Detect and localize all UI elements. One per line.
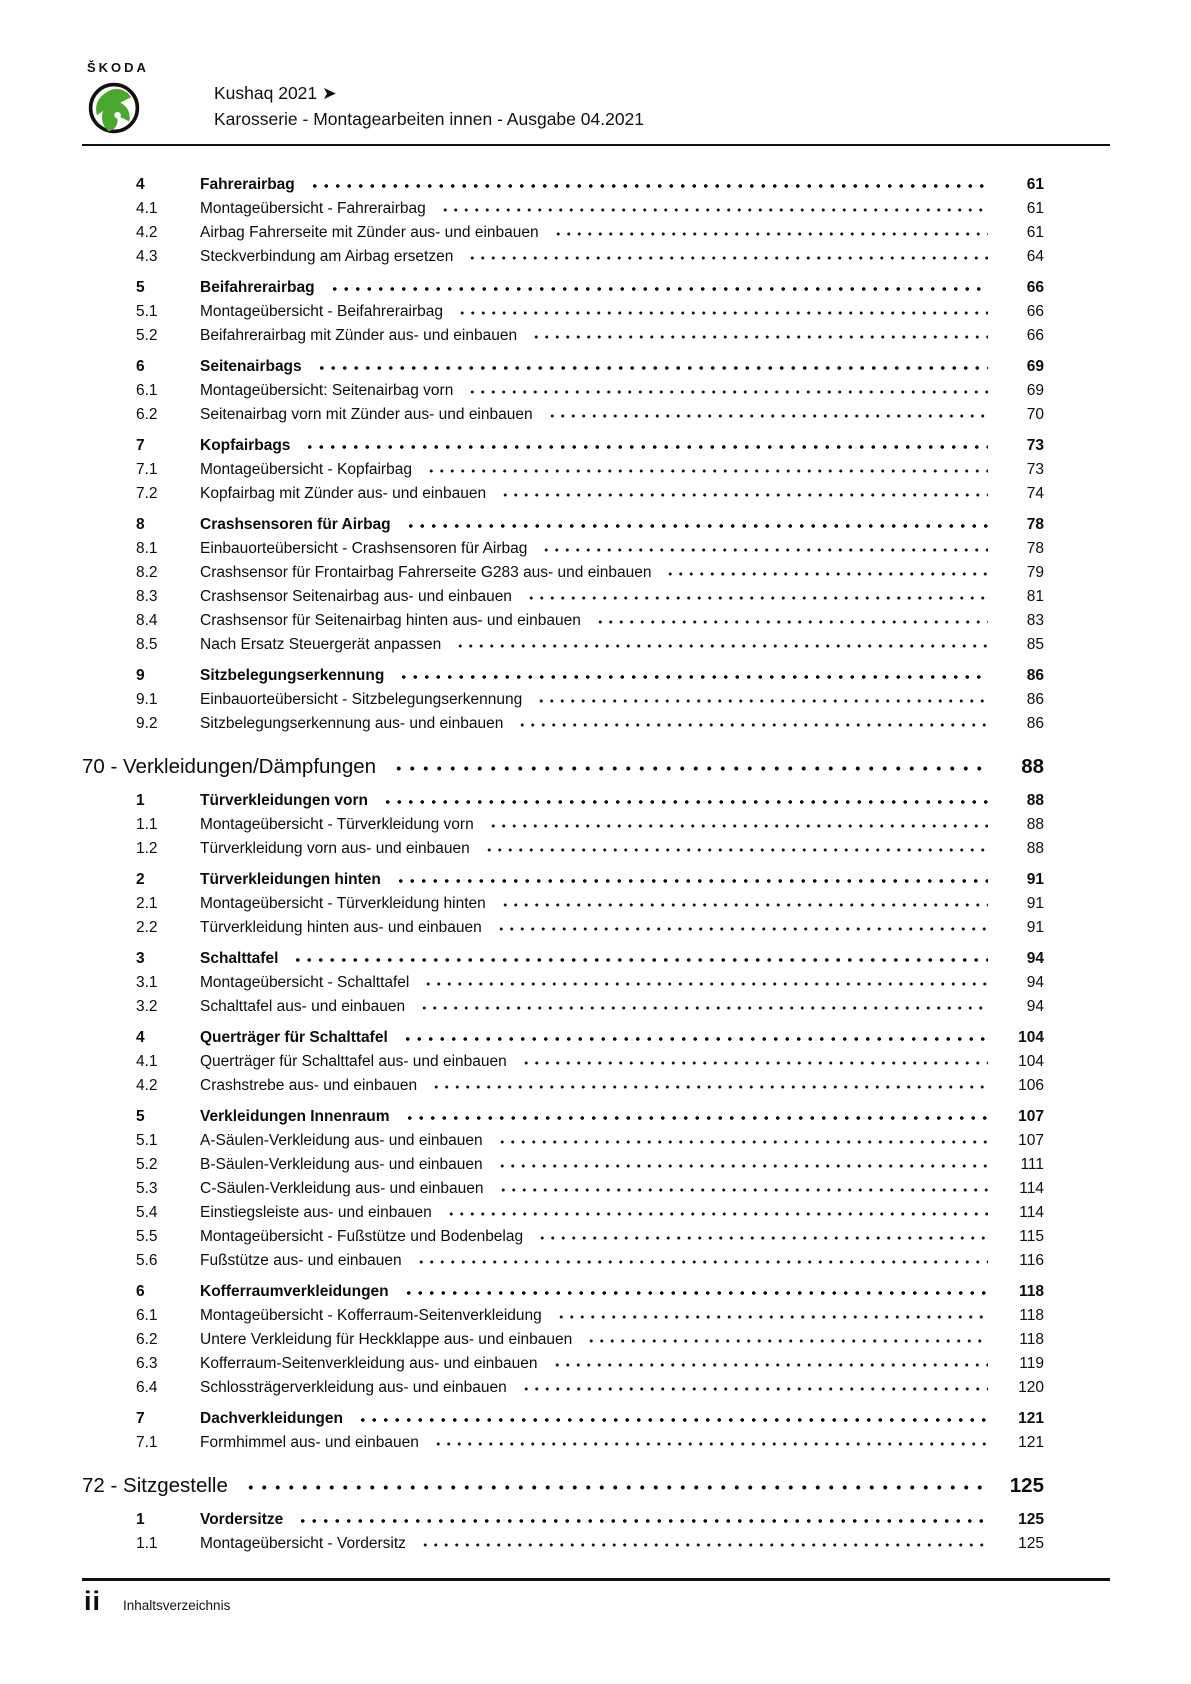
toc-entry-number: 9.1 bbox=[136, 691, 158, 708]
toc-entry[interactable] bbox=[82, 688, 1044, 712]
toc-entry-number: 5.1 bbox=[136, 303, 158, 320]
toc-entry-title: 70 - Verkleidungen/Dämpfungen bbox=[82, 755, 377, 778]
toc-dots-leader bbox=[515, 712, 988, 736]
toc-entry[interactable] bbox=[82, 752, 1044, 782]
toc-entry-page: 86 bbox=[998, 664, 1044, 1684]
toc-entry-page: 86 bbox=[998, 712, 1044, 1684]
toc-entry-title: 72 - Sitzgestelle bbox=[82, 1474, 228, 1497]
toc-entry-title: Schlossträgerverkleidung aus- und einbauen bbox=[200, 1379, 507, 1396]
toc-entry[interactable] bbox=[82, 971, 1044, 995]
toc-entry[interactable] bbox=[82, 482, 1044, 506]
toc-entry[interactable] bbox=[82, 403, 1044, 427]
toc-entry-title: Einbauorteübersicht - Sitzbelegungserkennung bbox=[200, 691, 523, 708]
toc-entry[interactable] bbox=[82, 1431, 1044, 1455]
toc-entry-title: Crashstrebe aus- und einbauen bbox=[200, 1077, 418, 1094]
toc-entry-number: 5.5 bbox=[136, 1228, 158, 1245]
toc-entry[interactable] bbox=[82, 609, 1044, 633]
toc-entry-page: 78 bbox=[998, 537, 1044, 1684]
toc-dots-leader bbox=[424, 458, 988, 482]
toc-entry-title: C-Säulen-Verkleidung aus- und einbauen bbox=[200, 1180, 484, 1197]
toc-entry-page: 81 bbox=[998, 585, 1044, 1684]
toc-entry-page: 86 bbox=[998, 688, 1044, 1684]
toc-entry[interactable] bbox=[82, 892, 1044, 916]
toc-entry-title: Crashsensor Seitenairbag aus- und einbauen bbox=[200, 588, 512, 605]
toc-entry-number: 6 bbox=[136, 358, 145, 375]
toc-entry[interactable] bbox=[82, 633, 1044, 657]
toc-entry-title: Kopfairbag mit Zünder aus- und einbauen bbox=[200, 485, 487, 502]
toc-entry-number: 9 bbox=[136, 667, 145, 684]
toc-dots-leader bbox=[380, 789, 988, 813]
toc-entry[interactable] bbox=[82, 1508, 1044, 1532]
toc-entry-title: Untere Verkleidung für Heckklappe aus- und einbauen bbox=[200, 1331, 573, 1348]
toc-entry[interactable] bbox=[82, 1304, 1044, 1328]
toc-entry-number: 9.2 bbox=[136, 715, 158, 732]
doc-title: Karosserie - Montagearbeiten innen - Ausgabe 04.2021 bbox=[214, 109, 645, 129]
toc-entry-title: Schalttafel aus- und einbauen bbox=[200, 998, 406, 1015]
toc-entry-number: 8.5 bbox=[136, 636, 158, 653]
toc-entry-number: 7.2 bbox=[136, 485, 158, 502]
toc-entry-title: Sitzbelegungserkennung bbox=[200, 667, 385, 684]
toc-dots-leader bbox=[663, 561, 988, 585]
toc-entry[interactable] bbox=[82, 1129, 1044, 1153]
toc-entry-page: 85 bbox=[998, 633, 1044, 1684]
toc-dots-leader bbox=[402, 1105, 989, 1129]
toc-entry[interactable] bbox=[82, 1177, 1044, 1201]
toc-entry-title: Fußstütze aus- und einbauen bbox=[200, 1252, 402, 1269]
toc-entry-number: 3.1 bbox=[136, 974, 158, 991]
toc-entry-number: 8.2 bbox=[136, 564, 158, 581]
toc-entry-title: Montageübersicht - Beifahrerairbag bbox=[200, 303, 443, 320]
toc-entry[interactable] bbox=[82, 995, 1044, 1019]
toc-entry-title: Crashsensor für Frontairbag Fahrerseite G283 aus- und einbauen bbox=[200, 564, 652, 581]
toc-entry-number: 5.6 bbox=[136, 1252, 158, 1269]
toc-entry-page: 73 bbox=[998, 458, 1044, 1684]
toc-list bbox=[82, 166, 1044, 1556]
toc-entry-number: 6.4 bbox=[136, 1379, 158, 1396]
toc-entry-page: 125 bbox=[998, 1471, 1044, 1684]
toc-entry-number: 4 bbox=[136, 1029, 145, 1046]
toc-entry-page: 88 bbox=[998, 813, 1044, 1684]
toc-entry[interactable] bbox=[82, 221, 1044, 245]
toc-entry[interactable] bbox=[82, 434, 1044, 458]
toc-entry-title: Einbauorteübersicht - Crashsensoren für Airbag bbox=[200, 540, 528, 557]
toc-entry-number: 3.2 bbox=[136, 998, 158, 1015]
toc-entry[interactable] bbox=[82, 789, 1044, 813]
toc-entry-number: 4.3 bbox=[136, 248, 158, 265]
toc-dots-leader bbox=[486, 813, 988, 837]
toc-entry-page: 69 bbox=[998, 379, 1044, 1684]
toc-entry-number: 6.1 bbox=[136, 382, 158, 399]
toc-entry[interactable] bbox=[82, 379, 1044, 403]
footer-label: Inhaltsverzeichnis bbox=[123, 1598, 231, 1613]
toc-dots-leader bbox=[534, 688, 988, 712]
toc-entry-page: 121 bbox=[998, 1407, 1044, 1684]
toc-entry-title: Seitenairbag vorn mit Zünder aus- und einbauen bbox=[200, 406, 533, 423]
toc-entry-title: Sitzbelegungserkennung aus- und einbauen bbox=[200, 715, 504, 732]
toc-entry[interactable] bbox=[82, 1026, 1044, 1050]
toc-dots-leader bbox=[438, 197, 988, 221]
toc-entry-page: 78 bbox=[998, 513, 1044, 1684]
toc-entry-title: Kofferraum-Seitenverkleidung aus- und einbauen bbox=[200, 1355, 538, 1372]
toc-entry-title: Türverkleidungen hinten bbox=[200, 871, 381, 888]
toc-entry-number: 6.2 bbox=[136, 1331, 158, 1348]
toc-entry-number: 2.1 bbox=[136, 895, 158, 912]
toc-entry[interactable] bbox=[82, 276, 1044, 300]
toc-entry[interactable] bbox=[82, 1352, 1044, 1376]
toc-dots-leader bbox=[465, 245, 988, 269]
toc-dots-leader bbox=[554, 1304, 988, 1328]
toc-entry-number: 1.2 bbox=[136, 840, 158, 857]
toc-entry-number: 5.3 bbox=[136, 1180, 158, 1197]
toc-dots-leader bbox=[403, 513, 988, 537]
toc-dots-leader bbox=[414, 1249, 988, 1273]
toc-entry-title: Montageübersicht - Fahrerairbag bbox=[200, 200, 426, 217]
toc-entry-title: Montageübersicht - Schalttafel bbox=[200, 974, 410, 991]
toc-entry-title: Montageübersicht - Kofferraum-Seitenverkleidung bbox=[200, 1307, 542, 1324]
toc-dots-leader bbox=[593, 609, 988, 633]
toc-dots-leader bbox=[535, 1225, 988, 1249]
skoda-wordmark: ŠKODA bbox=[87, 60, 149, 75]
toc-dots-leader bbox=[495, 1129, 988, 1153]
header-divider bbox=[82, 144, 1110, 146]
toc-entry-page: 106 bbox=[998, 1074, 1044, 1684]
toc-entry-page: 88 bbox=[998, 789, 1044, 1684]
toc-entry-number: 4.1 bbox=[136, 200, 158, 217]
toc-dots-leader bbox=[388, 752, 988, 782]
toc-entry[interactable] bbox=[82, 1050, 1044, 1074]
toc-entry-number: 4 bbox=[136, 176, 145, 193]
toc-dots-leader bbox=[393, 868, 988, 892]
toc-dots-leader bbox=[401, 1280, 988, 1304]
toc-entry-title: Kofferraumverkleidungen bbox=[200, 1283, 389, 1300]
toc-entry-number: 5 bbox=[136, 279, 145, 296]
toc-entry-title: Verkleidungen Innenraum bbox=[200, 1108, 390, 1125]
toc-entry-title: Querträger für Schalttafel bbox=[200, 1029, 388, 1046]
toc-dots-leader bbox=[327, 276, 988, 300]
toc-entry-page: 115 bbox=[998, 1225, 1044, 1684]
toc-entry-page: 111 bbox=[998, 1153, 1044, 1684]
toc-entry[interactable] bbox=[82, 1407, 1044, 1431]
footer-page-number: ii bbox=[84, 1586, 102, 1616]
toc-entry-number: 4.1 bbox=[136, 1053, 158, 1070]
toc-entry-number: 8.4 bbox=[136, 612, 158, 629]
toc-entry-page: 61 bbox=[998, 197, 1044, 1684]
toc-entry-title: Fahrerairbag bbox=[200, 176, 295, 193]
toc-entry[interactable] bbox=[82, 1225, 1044, 1249]
toc-entry-title: Querträger für Schalttafel aus- und einbauen bbox=[200, 1053, 507, 1070]
toc-dots-leader bbox=[302, 434, 988, 458]
toc-entry-page: 79 bbox=[998, 561, 1044, 1684]
toc-entry-page: 114 bbox=[998, 1201, 1044, 1684]
toc-entry-number: 7.1 bbox=[136, 461, 158, 478]
toc-dots-leader bbox=[417, 995, 988, 1019]
toc-entry-page: 66 bbox=[998, 276, 1044, 1684]
toc-entry[interactable] bbox=[82, 197, 1044, 221]
toc-entry-title: Formhimmel aus- und einbauen bbox=[200, 1434, 419, 1451]
toc-entry-page: 61 bbox=[998, 221, 1044, 1684]
toc-entry-page: 70 bbox=[998, 403, 1044, 1684]
toc-entry[interactable] bbox=[82, 173, 1044, 197]
toc-entry[interactable] bbox=[82, 1153, 1044, 1177]
toc-entry[interactable] bbox=[82, 513, 1044, 537]
toc-entry-page: 91 bbox=[998, 916, 1044, 1684]
toc-entry-title: Seitenairbags bbox=[200, 358, 302, 375]
toc-entry-title: Kopfairbags bbox=[200, 437, 291, 454]
toc-entry-page: 69 bbox=[998, 355, 1044, 1684]
toc-entry[interactable] bbox=[82, 1201, 1044, 1225]
toc-dots-leader bbox=[290, 947, 988, 971]
toc-entry-title: Crashsensoren für Airbag bbox=[200, 516, 391, 533]
toc-entry-number: 2 bbox=[136, 871, 145, 888]
toc-entry-page: 94 bbox=[998, 971, 1044, 1684]
toc-dots-leader bbox=[524, 585, 988, 609]
toc-dots-leader bbox=[498, 892, 988, 916]
toc-entry-number: 5.2 bbox=[136, 327, 158, 344]
toc-entry[interactable] bbox=[82, 916, 1044, 940]
toc-entry-number: 1 bbox=[136, 1511, 145, 1528]
model-line: Kushaq 2021 ➤ bbox=[214, 83, 337, 103]
toc-entry-page: 125 bbox=[998, 1508, 1044, 1684]
toc-entry[interactable] bbox=[82, 585, 1044, 609]
toc-entry[interactable] bbox=[82, 664, 1044, 688]
toc-entry-number: 7 bbox=[136, 437, 145, 454]
toc-dots-leader bbox=[584, 1328, 988, 1352]
toc-entry[interactable] bbox=[82, 868, 1044, 892]
toc-entry-title: Nach Ersatz Steuergerät anpassen bbox=[200, 636, 442, 653]
toc-entry[interactable] bbox=[82, 712, 1044, 736]
toc-entry-page: 74 bbox=[998, 482, 1044, 1684]
toc-entry-page: 118 bbox=[998, 1328, 1044, 1684]
toc-entry-title: Montageübersicht - Türverkleidung vorn bbox=[200, 816, 474, 833]
toc-entry[interactable] bbox=[82, 324, 1044, 348]
header-titles bbox=[214, 80, 644, 132]
toc-dots-leader bbox=[400, 1026, 988, 1050]
toc-entry-page: 118 bbox=[998, 1280, 1044, 1684]
toc-entry-number: 1.1 bbox=[136, 816, 158, 833]
toc-entry-title: Türverkleidung vorn aus- und einbauen bbox=[200, 840, 470, 857]
toc-entry-title: Türverkleidungen vorn bbox=[200, 792, 368, 809]
toc-entry[interactable] bbox=[82, 813, 1044, 837]
toc-entry-title: Schalttafel bbox=[200, 950, 279, 967]
toc-entry-title: Montageübersicht - Vordersitz bbox=[200, 1535, 406, 1552]
toc-entry[interactable] bbox=[82, 837, 1044, 861]
toc-dots-leader bbox=[539, 537, 988, 561]
toc-dots-leader bbox=[529, 324, 988, 348]
toc-entry-page: 66 bbox=[998, 300, 1044, 1684]
toc-entry-title: Montageübersicht - Türverkleidung hinten bbox=[200, 895, 486, 912]
toc-entry-page: 125 bbox=[998, 1532, 1044, 1684]
toc-entry-page: 118 bbox=[998, 1304, 1044, 1684]
toc-entry-page: 73 bbox=[998, 434, 1044, 1684]
toc-entry-number: 4.2 bbox=[136, 224, 158, 241]
toc-dots-leader bbox=[519, 1050, 988, 1074]
toc-dots-leader bbox=[482, 837, 988, 861]
page-footer bbox=[84, 1586, 230, 1617]
toc-entry-title: Einstiegsleiste aus- und einbauen bbox=[200, 1204, 432, 1221]
toc-entry-title: A-Säulen-Verkleidung aus- und einbauen bbox=[200, 1132, 483, 1149]
toc-dots-leader bbox=[455, 300, 988, 324]
skoda-winged-arrow-logo-icon bbox=[87, 78, 141, 138]
toc-dots-leader bbox=[494, 916, 988, 940]
toc-entry-number: 6.2 bbox=[136, 406, 158, 423]
toc-entry-title: Crashsensor für Seitenairbag hinten aus- und einbauen bbox=[200, 612, 581, 629]
toc-entry-title: Montageübersicht - Kopfairbag bbox=[200, 461, 412, 478]
toc-entry-title: Steckverbindung am Airbag ersetzen bbox=[200, 248, 454, 265]
toc-entry[interactable] bbox=[82, 1328, 1044, 1352]
toc-entry-page: 120 bbox=[998, 1376, 1044, 1684]
toc-dots-leader bbox=[314, 355, 988, 379]
toc-entry-number: 8 bbox=[136, 516, 145, 533]
toc-entry[interactable] bbox=[82, 1105, 1044, 1129]
toc-entry-number: 7 bbox=[136, 1410, 145, 1427]
toc-entry-page: 94 bbox=[998, 947, 1044, 1684]
toc-entry-title: Beifahrerairbag mit Zünder aus- und einbauen bbox=[200, 327, 518, 344]
toc-dots-leader bbox=[519, 1376, 988, 1400]
toc-dots-leader bbox=[421, 971, 988, 995]
toc-entry-number: 6.1 bbox=[136, 1307, 158, 1324]
toc-entry-page: 107 bbox=[998, 1129, 1044, 1684]
toc-entry-title: Airbag Fahrerseite mit Zünder aus- und einbauen bbox=[200, 224, 539, 241]
toc-entry-page: 88 bbox=[998, 837, 1044, 1684]
toc-entry[interactable] bbox=[82, 1249, 1044, 1273]
toc-dots-leader bbox=[295, 1508, 988, 1532]
toc-entry[interactable] bbox=[82, 458, 1044, 482]
toc-entry-page: 121 bbox=[998, 1431, 1044, 1684]
toc-entry-number: 5 bbox=[136, 1108, 145, 1125]
toc-dots-leader bbox=[495, 1153, 988, 1177]
toc-entry-page: 94 bbox=[998, 995, 1044, 1684]
toc-dots-leader bbox=[429, 1074, 988, 1098]
toc-entry-page: 88 bbox=[998, 752, 1044, 1684]
toc-entry[interactable] bbox=[82, 537, 1044, 561]
footer-divider bbox=[82, 1578, 1110, 1581]
toc-entry-number: 5.2 bbox=[136, 1156, 158, 1173]
toc-entry-number: 3 bbox=[136, 950, 145, 967]
brand-logo bbox=[87, 60, 207, 138]
toc-entry-number: 1 bbox=[136, 792, 145, 809]
toc-entry[interactable] bbox=[82, 947, 1044, 971]
toc-entry-number: 5.1 bbox=[136, 1132, 158, 1149]
toc-entry[interactable] bbox=[82, 561, 1044, 585]
toc-entry[interactable] bbox=[82, 300, 1044, 324]
toc-dots-leader bbox=[307, 173, 988, 197]
toc-entry-page: 107 bbox=[998, 1105, 1044, 1684]
toc-entry[interactable] bbox=[82, 1532, 1044, 1556]
toc-entry-page: 104 bbox=[998, 1026, 1044, 1684]
toc-entry-number: 4.2 bbox=[136, 1077, 158, 1094]
toc-dots-leader bbox=[240, 1471, 988, 1501]
toc-dots-leader bbox=[465, 379, 988, 403]
toc-dots-leader bbox=[418, 1532, 988, 1556]
toc-dots-leader bbox=[551, 221, 988, 245]
toc-entry-number: 8.3 bbox=[136, 588, 158, 605]
toc-dots-leader bbox=[498, 482, 988, 506]
toc-entry[interactable] bbox=[82, 1376, 1044, 1400]
toc-entry-page: 91 bbox=[998, 892, 1044, 1684]
toc-dots-leader bbox=[545, 403, 988, 427]
toc-entry-number: 1.1 bbox=[136, 1535, 158, 1552]
toc-entry-number: 2.2 bbox=[136, 919, 158, 936]
toc-entry-number: 6 bbox=[136, 1283, 145, 1300]
toc-entry-number: 6.3 bbox=[136, 1355, 158, 1372]
toc-entry-number: 5.4 bbox=[136, 1204, 158, 1221]
toc-entry-page: 83 bbox=[998, 609, 1044, 1684]
toc-entry-number: 8.1 bbox=[136, 540, 158, 557]
toc-dots-leader bbox=[496, 1177, 988, 1201]
toc-entry-page: 66 bbox=[998, 324, 1044, 1684]
toc-dots-leader bbox=[444, 1201, 988, 1225]
toc-entry-page: 104 bbox=[998, 1050, 1044, 1684]
toc-entry[interactable] bbox=[82, 1280, 1044, 1304]
toc-dots-leader bbox=[431, 1431, 988, 1455]
toc-dots-leader bbox=[355, 1407, 988, 1431]
toc-entry-page: 114 bbox=[998, 1177, 1044, 1684]
toc-entry-page: 119 bbox=[998, 1352, 1044, 1684]
toc-entry-title: Montageübersicht - Fußstütze und Bodenbelag bbox=[200, 1228, 524, 1245]
toc-entry-title: B-Säulen-Verkleidung aus- und einbauen bbox=[200, 1156, 483, 1173]
toc-entry[interactable] bbox=[82, 1471, 1044, 1501]
toc-entry-title: Vordersitze bbox=[200, 1511, 284, 1528]
toc-entry-page: 91 bbox=[998, 868, 1044, 1684]
toc-entry-page: 116 bbox=[998, 1249, 1044, 1684]
toc-dots-leader bbox=[550, 1352, 989, 1376]
toc-entry[interactable] bbox=[82, 355, 1044, 379]
toc-entry-title: Beifahrerairbag bbox=[200, 279, 315, 296]
toc-dots-leader bbox=[396, 664, 988, 688]
toc-entry-page: 64 bbox=[998, 245, 1044, 1684]
toc-entry-title: Türverkleidung hinten aus- und einbauen bbox=[200, 919, 482, 936]
toc-dots-leader bbox=[453, 633, 988, 657]
toc-entry-page: 61 bbox=[998, 173, 1044, 1684]
toc-entry-title: Dachverkleidungen bbox=[200, 1410, 343, 1427]
toc-entry-number: 7.1 bbox=[136, 1434, 158, 1451]
toc-entry[interactable] bbox=[82, 245, 1044, 269]
toc-entry-title: Montageübersicht: Seitenairbag vorn bbox=[200, 382, 454, 399]
toc-entry[interactable] bbox=[82, 1074, 1044, 1098]
